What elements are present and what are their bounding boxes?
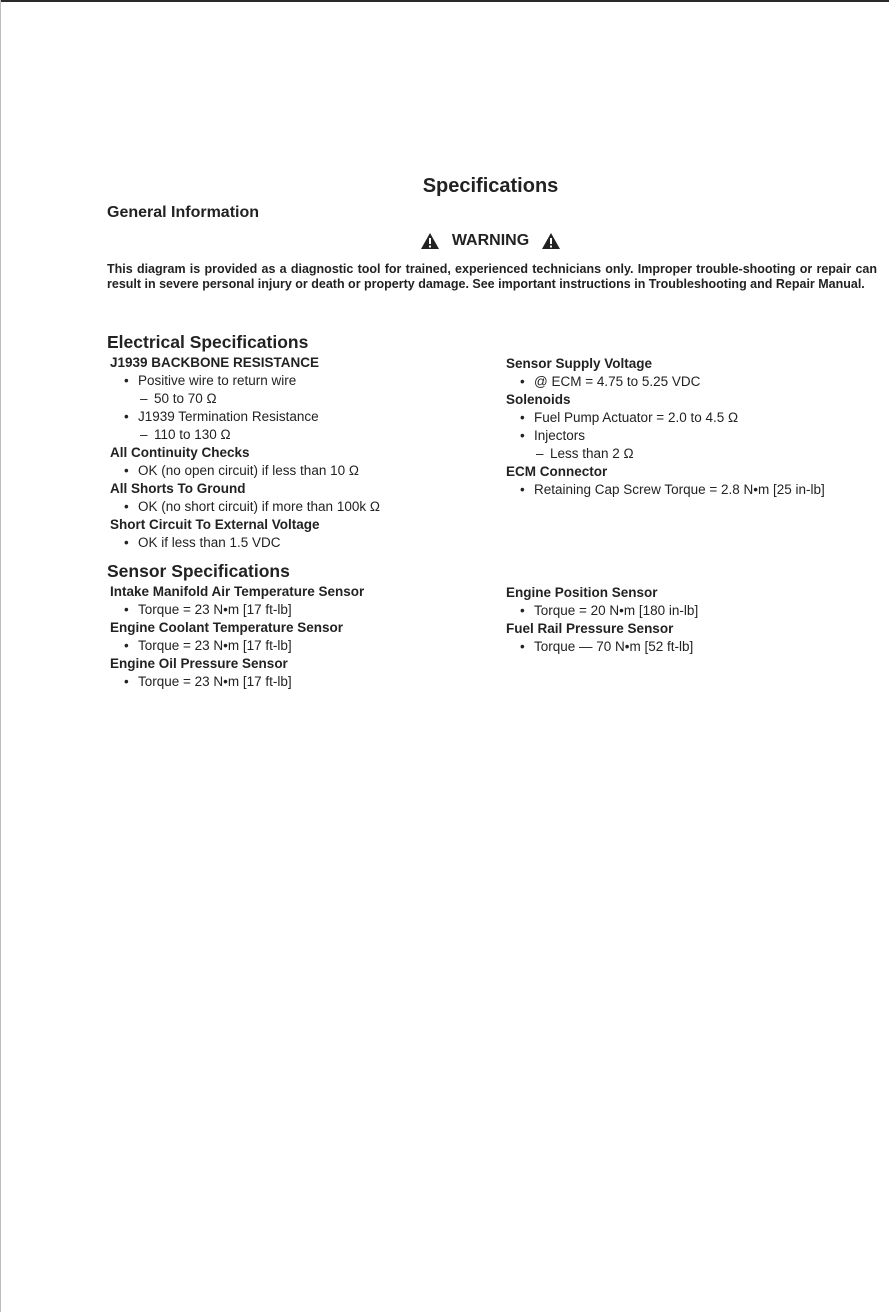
position-title: Engine Position Sensor: [506, 585, 658, 600]
intake-bullet: • Torque = 23 N•m [17 ft-lb]: [124, 601, 487, 619]
warning-label: WARNING: [451, 232, 530, 249]
j1939-value-1: – 50 to 70 Ω: [140, 390, 487, 408]
shorts-ground-bullet: • OK (no short circuit) if more than 100k Ω: [124, 498, 487, 516]
continuity-bullet: • OK (no open circuit) if less than 10 Ω: [124, 462, 487, 480]
page-title: Specifications: [422, 175, 559, 197]
electrical-specs-left: [107, 330, 487, 552]
rail-bullet: • Torque — 70 N•m [52 ft-lb]: [520, 638, 883, 656]
electrical-specs-right: [503, 355, 883, 499]
supply-voltage-bullet: • @ ECM = 4.75 to 5.25 VDC: [520, 373, 883, 391]
solenoids-title: Solenoids: [506, 392, 571, 407]
warning-triangle-icon: [541, 232, 561, 250]
solenoids-value-2: – Less than 2 Ω: [536, 445, 883, 463]
sensor-specs-left: [107, 559, 487, 691]
oil-title: Engine Oil Pressure Sensor: [110, 656, 288, 671]
short-external-title: Short Circuit To External Voltage: [110, 517, 320, 532]
shorts-ground-title: All Shorts To Ground: [110, 481, 246, 496]
j1939-bullet-2: • J1939 Termination Resistance: [124, 408, 487, 426]
supply-voltage-title: Sensor Supply Voltage: [506, 356, 653, 371]
short-external-bullet: • OK if less than 1.5 VDC: [124, 534, 487, 552]
coolant-bullet: • Torque = 23 N•m [17 ft-lb]: [124, 637, 487, 655]
continuity-title: All Continuity Checks: [110, 445, 250, 460]
sensor-specs-title: Sensor Specifications: [107, 561, 290, 581]
ecm-connector-bullet: • Retaining Cap Screw Torque = 2.8 N•m [25 in-lb]: [520, 481, 883, 499]
solenoids-bullet-1: • Fuel Pump Actuator = 2.0 to 4.5 Ω: [520, 409, 883, 427]
ecm-connector-title: ECM Connector: [506, 464, 608, 479]
general-information-heading: General Information: [107, 204, 260, 221]
solenoids-bullet-2: • Injectors: [520, 427, 883, 445]
sensor-specs-right: [503, 584, 883, 656]
warning-banner: [0, 232, 889, 250]
j1939-bullet-1: • Positive wire to return wire: [124, 372, 487, 390]
coolant-title: Engine Coolant Temperature Sensor: [110, 620, 344, 635]
position-bullet: • Torque = 20 N•m [180 in-lb]: [520, 602, 883, 620]
warning-text: This diagram is provided as a diagnostic tool for trained, experienced technicians only. Improper trouble-shooting or repair can result in severe personal injury or death or property damage. See important instructions in Troubleshooting and Repair Manual.: [107, 262, 877, 291]
electrical-specs-title: Electrical Specifications: [107, 332, 309, 352]
j1939-value-2: – 110 to 130 Ω: [140, 426, 487, 444]
page-top-border: [0, 0, 889, 2]
oil-bullet: • Torque = 23 N•m [17 ft-lb]: [124, 673, 487, 691]
j1939-title: J1939 BACKBONE RESISTANCE: [110, 355, 320, 370]
rail-title: Fuel Rail Pressure Sensor: [506, 621, 674, 636]
intake-title: Intake Manifold Air Temperature Sensor: [110, 584, 365, 599]
warning-triangle-icon: [420, 232, 440, 250]
